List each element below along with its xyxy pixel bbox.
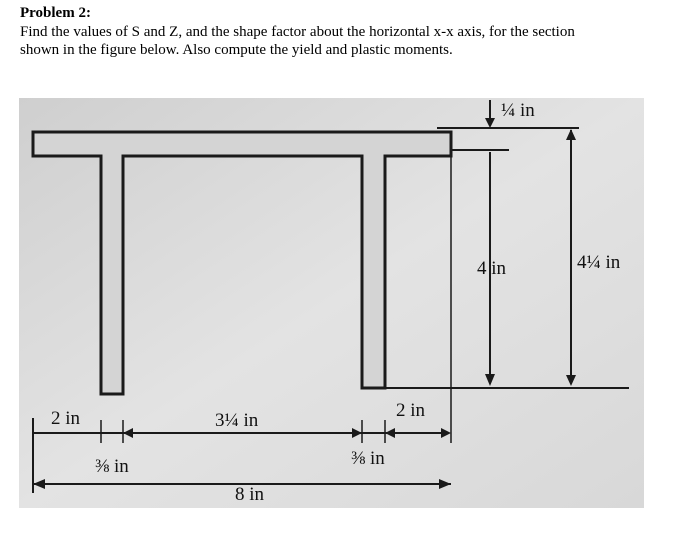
label-left-flange: 2 in	[51, 408, 81, 429]
label-quarter-top: ¼ in	[501, 100, 535, 121]
problem-line-2: shown in the figure below. Also compute the yield and plastic moments.	[20, 42, 453, 58]
label-total-width: 8 in	[235, 484, 265, 505]
label-depth-4q: 4¼ in	[577, 252, 621, 273]
label-gap: 3¼ in	[215, 410, 259, 431]
label-stem-right: ⅜ in	[351, 448, 385, 469]
problem-line-1: Find the values of S and Z, and the shape factor about the horizontal x-x axis, for the section	[20, 24, 575, 40]
section-figure	[19, 98, 644, 508]
problem-title: Problem 2:	[20, 5, 91, 21]
section-drawing	[19, 98, 644, 508]
problem-statement	[20, 4, 660, 59]
label-right-flange: 2 in	[396, 400, 426, 421]
label-depth-4: 4 in	[477, 258, 507, 279]
label-stem-left: ⅜ in	[95, 456, 129, 477]
